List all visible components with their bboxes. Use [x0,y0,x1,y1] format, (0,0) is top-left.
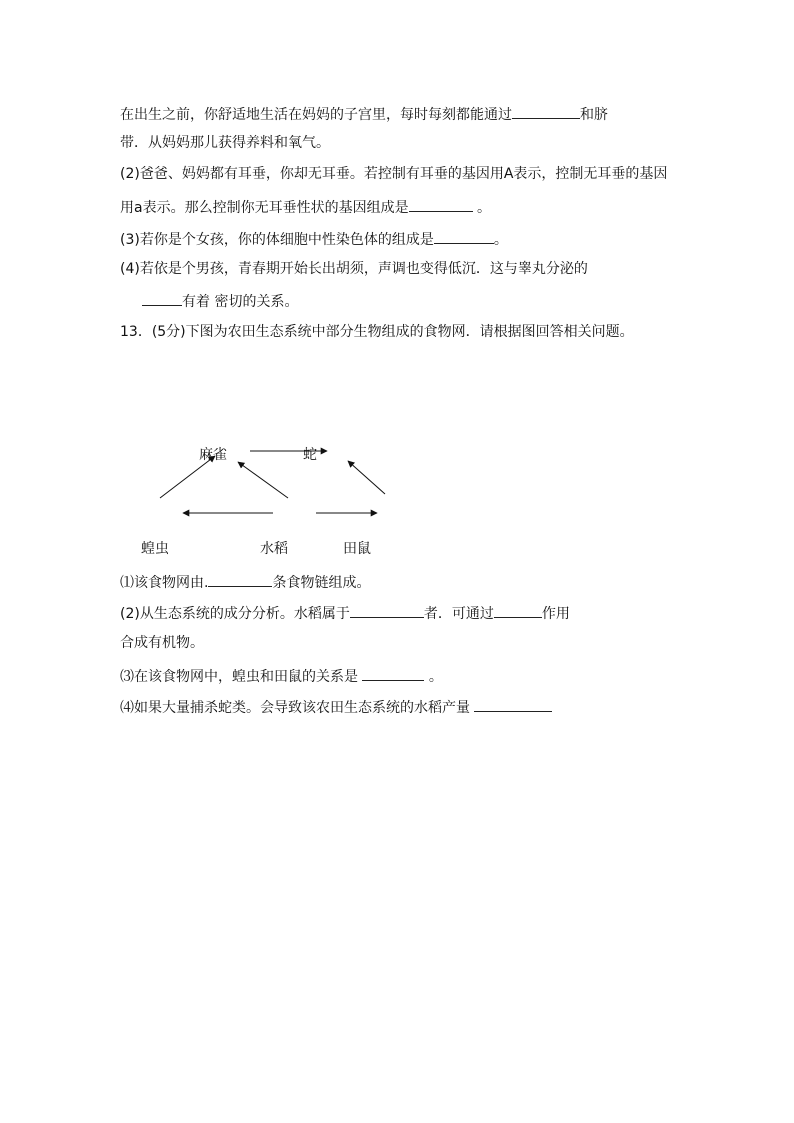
answer-blank[interactable] [494,603,542,618]
question-4-end: 有着 密切的关系。 [182,294,299,310]
question-4-text: (4)若依是个男孩，青春期开始长出胡须，声调也变得低沉．这与睾丸分泌的 [120,261,588,277]
sub-question-4-prompt: ⑷如果大量捕杀蛇类。会导致该农田生态系统的水稻产量 [120,700,475,716]
question-2-prompt: 用a表示。那么控制你无耳垂性状的基因组成是 [120,200,409,216]
answer-blank[interactable] [208,572,272,587]
sub-question-2-line-2 [120,634,204,652]
sub-question-3-end: 。 [424,669,443,685]
answer-blank[interactable] [350,603,424,618]
sub-question-2-continuation: 合成有机物。 [120,635,204,651]
answer-blank[interactable] [362,666,424,681]
sub-question-2-middle: 者．可通过 [423,606,494,622]
text-line-1-end: 和脐 [580,107,608,123]
sub-question-1-prompt: ⑴该食物网由 [120,575,204,591]
arrow-vole-to-snake [348,461,385,494]
question-3-end: 。 [493,232,508,248]
node-rice: 水稻 [260,541,288,557]
question-3-prompt: (3)若你是个女孩，你的体细胞中性染色体的组成是 [120,232,434,248]
answer-blank[interactable] [474,697,552,712]
text-line-2-content: 带．从妈妈那儿获得养料和氧气。 [120,135,330,151]
sub-question-2-line-1 [120,603,570,623]
node-snake: 蛇 [303,447,317,463]
sub-question-4 [120,697,552,717]
question-2-text: (2)爸爸、妈妈都有耳垂，你却无耳垂。若控制有耳垂的基因用A表示，控制无耳垂的基因 [120,166,668,182]
node-locust: 蝗虫 [141,541,169,557]
text-line-1-start: 在出生之前，你舒适地生活在妈妈的子宫里，每时每刻都能通过 [120,107,512,123]
node-sparrow: 麻雀 [199,447,227,463]
sub-question-1-end: 条食物链组成。 [272,575,371,591]
sub-question-2-prompt: (2)从生态系统的成分分析。水稻属于 [120,606,350,622]
node-vole: 田鼠 [343,541,371,557]
sub-question-1 [120,572,370,592]
sub-question-1-dot: . [204,575,209,591]
question-13-text: 13．(5分)下图为农田生态系统中部分生物组成的食物网．请根据图回答相关问题。 [120,324,634,340]
sub-question-3 [120,666,443,686]
arrow-rice-to-sparrow [238,462,288,498]
question-2-end: 。 [472,200,492,216]
sub-question-3-prompt: ⑶在该食物网中，蝗虫和田鼠的关系是 [120,669,363,685]
sub-question-2-end: 作用 [541,606,570,622]
